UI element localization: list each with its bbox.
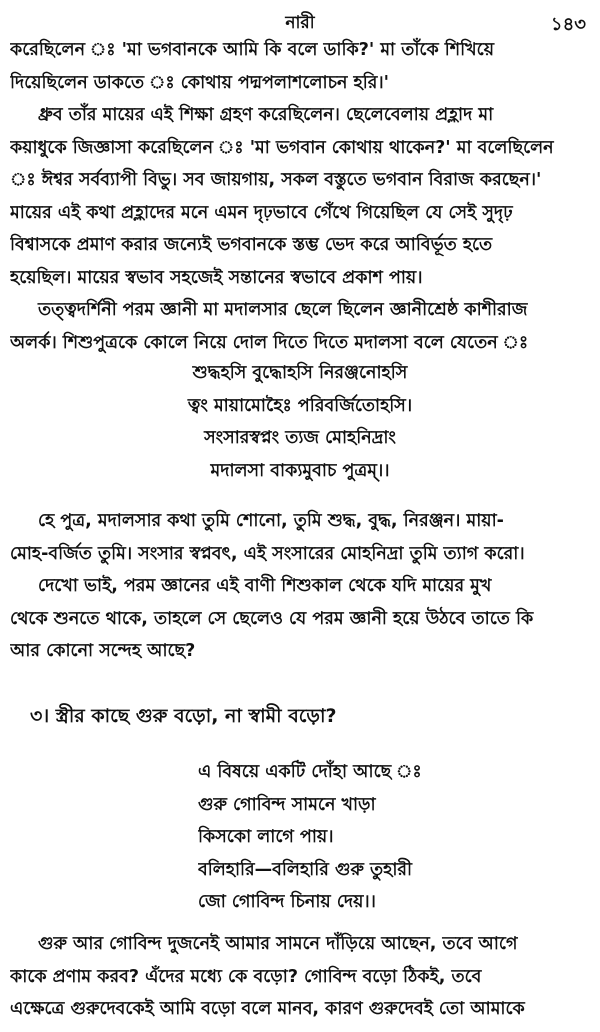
doha-verse [198,756,422,919]
doha-line: গুরু গোবিন্দ সামনে খাড়া [198,794,376,815]
paragraph-block-middle [10,505,588,668]
text-line: বিশ্বাসকে প্রমাণ করার জন্যেই ভগবানকে স্তম্ভ ভেদ করে আবির্ভূত হতে [10,235,493,255]
paragraph-block-bottom [10,928,588,1026]
sanskrit-verse [0,357,600,487]
text-line: তত্ত্বদর্শিনী পরম জ্ঞানী মা মদালসার ছেলে ছিলেন জ্ঞানীশ্রেষ্ঠ কাশীরাজ [38,300,528,320]
verse-line: সংসারস্বপ্নং ত্যজ মোহনিদ্রাং [204,428,396,448]
paragraph-block-top [10,34,588,359]
doha-line: জো গোবিন্দ চিনায় দেয়।। [198,892,376,912]
text-line: করেছিলেন ঃ 'মা ভগবানকে আমি কি বলে ডাকি?' মা তাঁকে শিখিয়ে [10,40,495,60]
doha-line: বলিহারি—বলিহারি গুরু তুহারী [198,859,413,880]
verse-line: ত্বং মায়ামোহৈঃ পরিবর্জিতোহসি। [187,395,413,416]
verse-line: মদালসা বাক্যমুবাচ পুত্রম্।। [210,460,390,481]
text-line: কাকে প্রণাম করব? এঁদের মধ্যে কে বড়ো? গোবিন্দ বড়ো ঠিকই, তবে [10,966,482,987]
text-line: গুরু আর গোবিন্দ দুজনেই আমার সামনে দাঁড়িয়ে আছেন, তবে আগে [38,934,518,954]
page-number: ১৪৩ [550,14,586,35]
text-line: এক্ষেত্রে গুরুদেবকেই আমি বড়ো বলে মানব, কারণ গুরুদেবই তো আমাকে [10,999,525,1019]
text-line: ধ্রুব তাঁর মায়ের এই শিক্ষা গ্রহণ করেছিলেন। ছেলেবেলায় প্রহ্লাদ মা [38,105,494,125]
doha-line: এ বিষয়ে একটি দোঁহা আছে ঃ [198,762,422,782]
text-line: কয়াধুকে জিজ্ঞাসা করেছিলেন ঃ 'মা ভগবান কোথায় থাকেন?' মা বলেছিলেন [10,137,554,158]
running-header-title: নারী [285,13,315,33]
text-line: হয়েছিল। মায়ের স্বভাব সহজেই সন্তানের স্বভাবে প্রকাশ পায়। [10,267,423,288]
doha-line: কিসকো লাগে পায়। [198,827,334,847]
text-line: হে পুত্র, মদালসার কথা তুমি শোনো, তুমি শুদ্ধ, বুদ্ধ, নিরঞ্জন। মায়া- [38,511,504,531]
text-line: থেকে শুনতে থাকে, তাহলে সে ছেলেও যে পরম জ্ঞানী হয়ে উঠবে তাতে কি [10,608,534,629]
text-line: অলর্ক। শিশুপুত্রকে কোলে নিয়ে দোল দিতে দিতে মদালসা বলে যেতেন ঃ [10,332,529,353]
text-line: মোহ-বর্জিত তুমি। সংসার স্বপ্নবৎ, এই সংসারের মোহনিদ্রা তুমি ত্যাগ করো। [10,543,525,564]
text-line: মায়ের এই কথা প্রহ্লাদের মনে এমন দৃঢ়ভাবে গেঁথে গিয়েছিল যে সেই সুদৃঢ় [10,202,513,223]
text-line: দেখো ভাই, পরম জ্ঞানের এই বাণী শিশুকাল থেকে যদি মায়ের মুখ [38,576,492,596]
text-line: ঃ ঈশ্বর সর্বব্যাপী বিভু। সব জায়গায়, সকল বস্তুতে ভগবান বিরাজ করছেন।' [10,170,542,190]
verse-line: শুদ্ধহসি বুদ্ধোহসি নিরঞ্জনোহসি [192,363,408,383]
text-line: দিয়েছিলেন ডাকতে ঃ কোথায় পদ্মপলাশলোচন হরি।' [10,72,389,93]
text-line: আর কোনো সন্দেহ আছে? [10,641,196,661]
section-heading: ৩। স্ত্রীর কাছে গুরু বড়ো, না স্বামী বড়ো? [30,705,337,727]
